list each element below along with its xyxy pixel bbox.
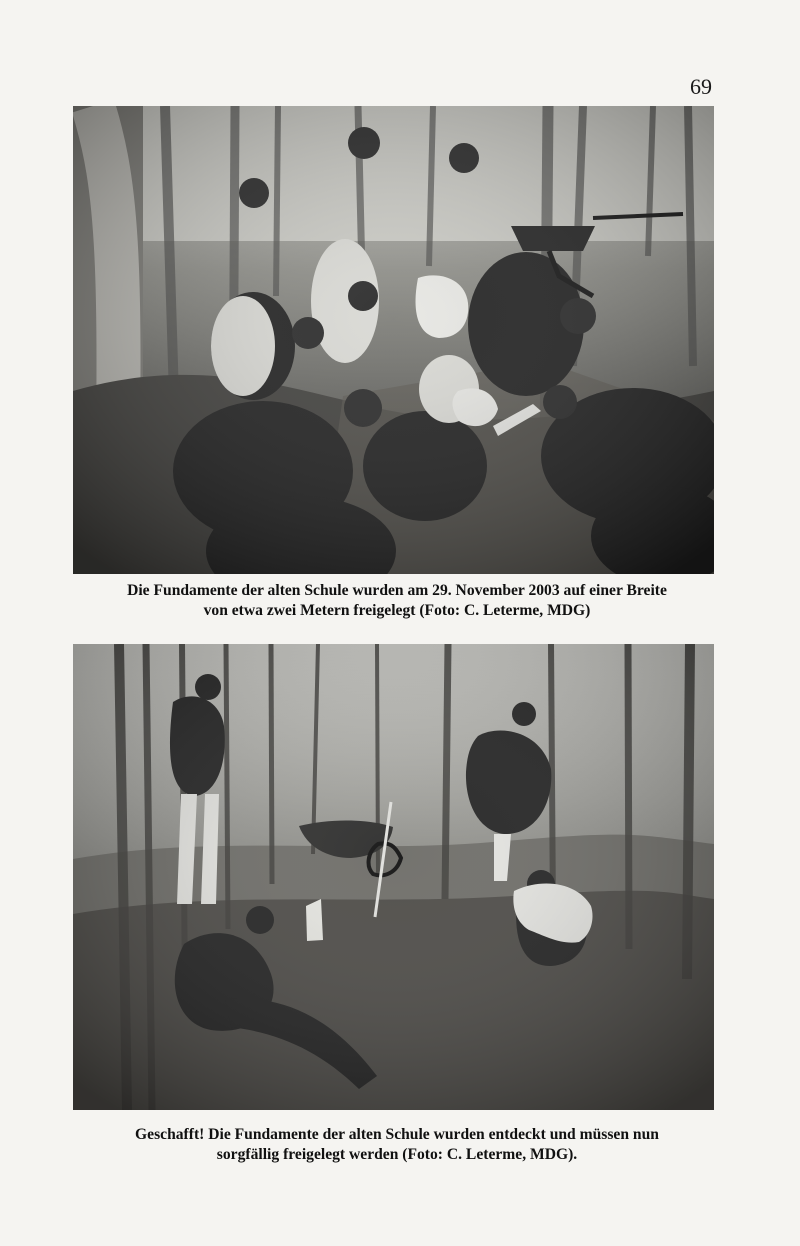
caption-top-line-1: Die Fundamente der alten Schule wurden am 29. November 2003 auf einer Breite bbox=[127, 582, 667, 599]
caption-top-line-2: von etwa zwei Metern freigelegt (Foto: C. Leterme, MDG) bbox=[203, 601, 591, 619]
excavation-photo-top bbox=[73, 106, 714, 574]
photo-caption-top bbox=[73, 581, 721, 621]
caption-bottom-line-1: Geschafft! Die Fundamente der alten Schule wurden entdeckt und müssen nun bbox=[135, 1126, 659, 1143]
excavation-photo-bottom bbox=[73, 644, 714, 1110]
photo-caption-bottom bbox=[73, 1125, 721, 1165]
caption-bottom-line-2: sorgfällig freigelegt werden (Foto: C. Leterme, MDG). bbox=[216, 1145, 578, 1163]
page-number: 69 bbox=[690, 74, 712, 99]
